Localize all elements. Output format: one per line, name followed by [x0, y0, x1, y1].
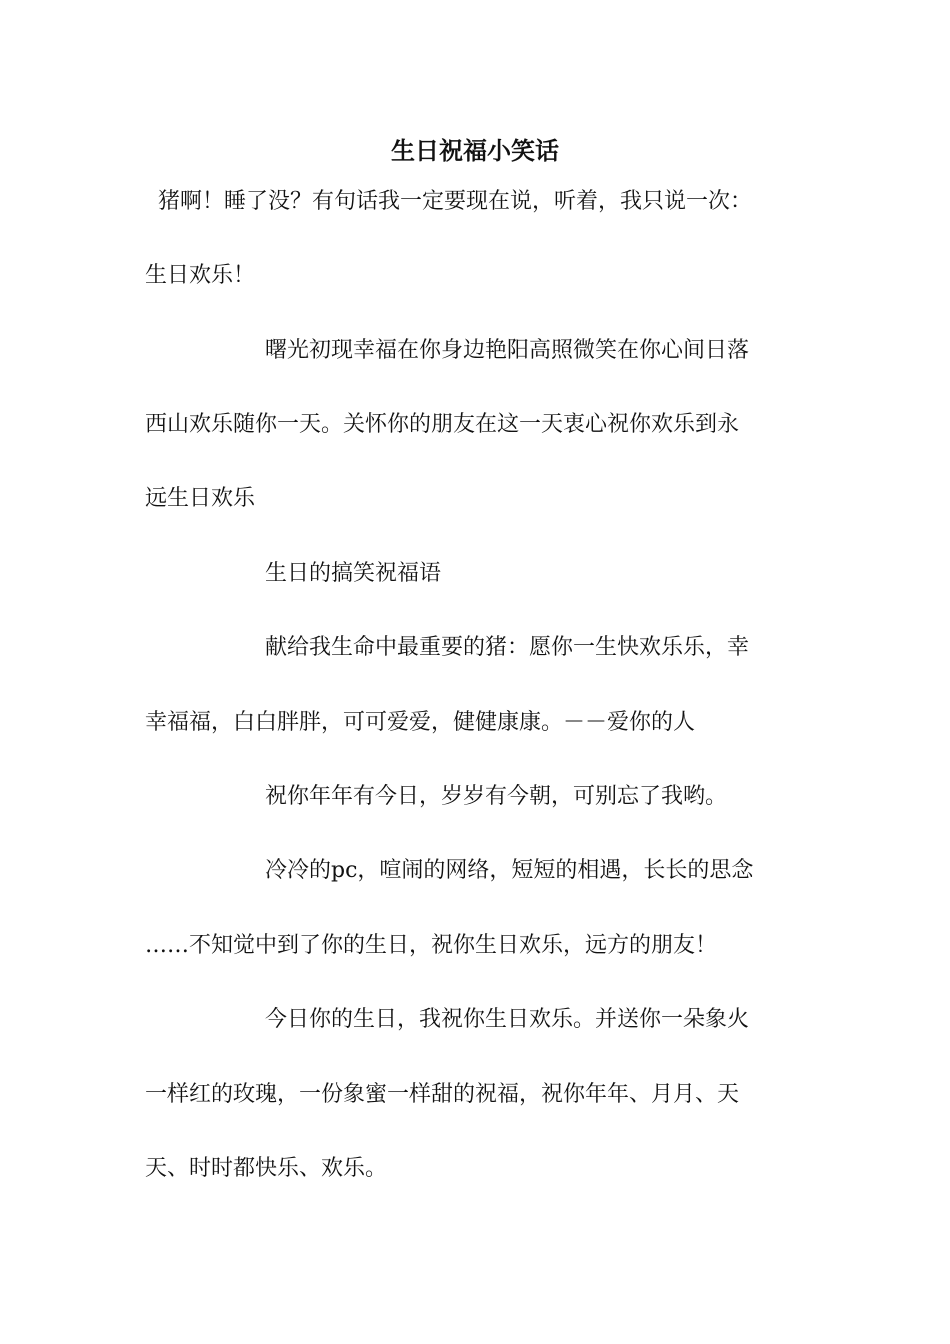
text-line-9: 祝你年年有今日，岁岁有今朝，可别忘了我哟。 [265, 784, 728, 809]
text-line-3: 曙光初现幸福在你身边艳阳高照微笑在你心间日落 [265, 338, 750, 363]
text-line-13: 一样红的玫瑰，一份象蜜一样甜的祝福，祝你年年、月月、天 [145, 1082, 740, 1107]
text-line-1: 猪啊！睡了没？有句话我一定要现在说，听着，我只说一次： [158, 189, 753, 214]
section-heading: 生日的搞笑祝福语 [265, 561, 442, 586]
text-line-7: 献给我生命中最重要的猪：愿你一生快欢乐乐，幸 [265, 635, 750, 660]
text-line-10: 冷冷的pc，喧闹的网络，短短的相遇，长长的思念 [265, 858, 754, 883]
text-line-11: ……不知觉中到了你的生日，祝你生日欢乐，远方的朋友！ [145, 933, 718, 958]
text-line-2: 生日欢乐！ [145, 263, 256, 288]
text-line-14: 天、时时都快乐、欢乐。 [145, 1156, 388, 1181]
text-line-12: 今日你的生日，我祝你生日欢乐。并送你一朵象火 [265, 1007, 750, 1032]
document-title: 生日祝福小笑话 [391, 136, 559, 165]
text-line-8: 幸福福，白白胖胖，可可爱爱，健健康康。－－爱你的人 [145, 710, 696, 735]
text-line-4: 西山欢乐随你一天。关怀你的朋友在这一天衷心祝你欢乐到永 [145, 412, 740, 437]
text-line-5: 远生日欢乐 [145, 486, 256, 511]
